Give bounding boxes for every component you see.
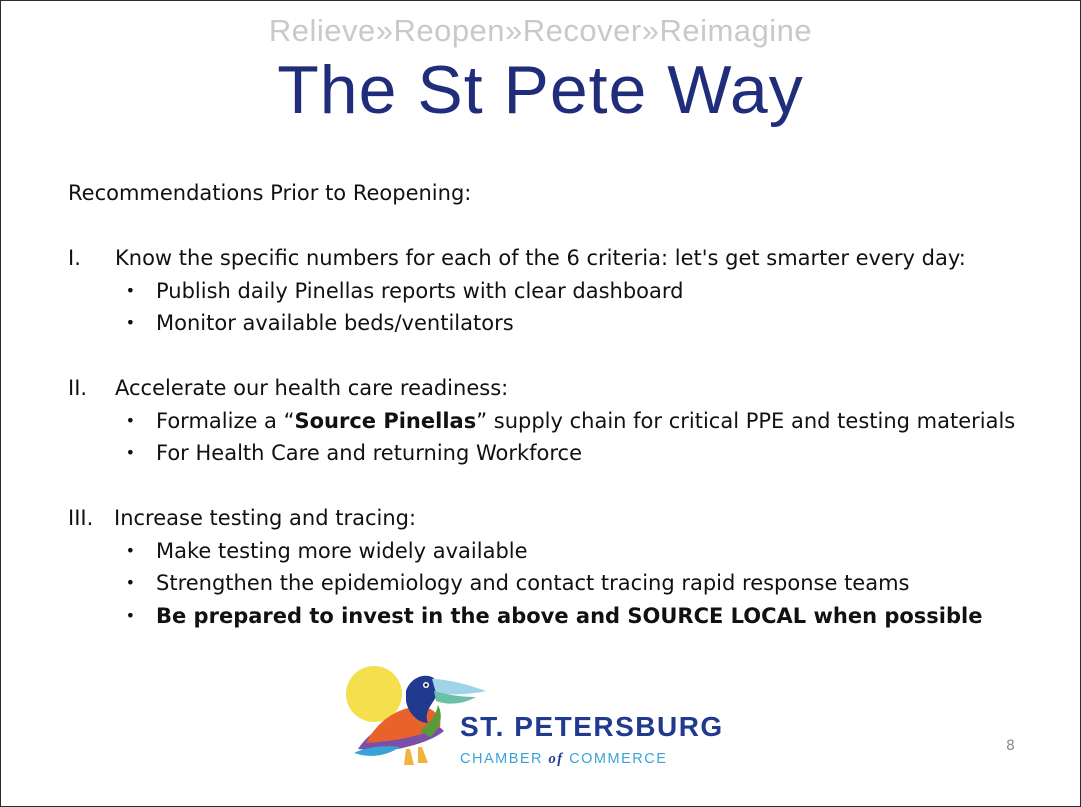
intro-heading: Recommendations Prior to Reopening: <box>68 181 472 205</box>
section-heading-text: Know the specific numbers for each of the 6 criteria: let's get smarter every day: <box>115 246 966 270</box>
list-item <box>68 405 1058 438</box>
list-item <box>68 307 1058 340</box>
bullet-dot: • <box>125 313 135 332</box>
bullet-dot: • <box>125 540 135 560</box>
section-heading <box>68 242 1058 275</box>
bullet-text: Be prepared to invest in the above and SOURCE LOCAL when possible <box>156 603 983 628</box>
source-pinellas-emphasis: Source Pinellas <box>294 408 477 433</box>
section-heading-text: Increase testing and tracing: <box>114 506 417 530</box>
chamber-sub-left: CHAMBER <box>460 751 544 767</box>
list-item <box>68 275 1058 308</box>
chamber-name: ST. PETERSBURG <box>460 711 724 742</box>
chamber-sub-of: of <box>548 751 564 767</box>
chamber-sub-right: COMMERCE <box>569 751 668 767</box>
slide-body <box>68 177 1058 665</box>
section-1 <box>68 242 1058 340</box>
bullet-text-before: Formalize a “ <box>156 408 295 433</box>
section-heading <box>68 502 1058 535</box>
bullet-text: Publish daily Pinellas reports with clear dashboard <box>156 278 684 303</box>
bullet-text: Monitor available beds/ventilators <box>156 311 514 335</box>
list-item <box>68 600 1058 633</box>
bullet-list <box>68 535 1058 633</box>
page-number: 8 <box>1006 738 1015 754</box>
slide-title: The St Pete Way <box>277 52 804 128</box>
bullet-dot: • <box>125 280 135 300</box>
bullet-text: Make testing more widely available <box>156 538 528 563</box>
chamber-subtitle <box>460 751 667 768</box>
list-item <box>68 567 1058 600</box>
slide-tagline: Relieve»Reopen»Recover»Reimagine <box>268 13 813 48</box>
section-heading-text: Accelerate our health care readiness: <box>115 376 509 400</box>
bullet-text <box>156 405 1015 438</box>
section-numeral: III. <box>68 506 94 530</box>
bullet-list <box>68 275 1058 340</box>
bullet-dot: • <box>125 443 135 462</box>
section-numeral: II. <box>68 376 88 400</box>
bullet-text: Strengthen the epidemiology and contact tracing rapid response teams <box>156 571 910 595</box>
bullet-list <box>68 405 1058 470</box>
section-2 <box>68 372 1058 470</box>
list-item <box>68 535 1058 568</box>
bullet-dot: • <box>125 605 135 625</box>
chamber-logo <box>344 661 734 773</box>
bullet-text: For Health Care and returning Workforce <box>156 441 583 465</box>
section-heading <box>68 372 1058 405</box>
list-item <box>68 437 1058 470</box>
bullet-dot: • <box>125 410 135 430</box>
section-3 <box>68 502 1058 632</box>
bullet-dot: • <box>125 573 135 592</box>
section-numeral: I. <box>68 246 81 270</box>
bullet-text-after: ” supply chain for critical PPE and testing materials <box>476 408 1016 433</box>
